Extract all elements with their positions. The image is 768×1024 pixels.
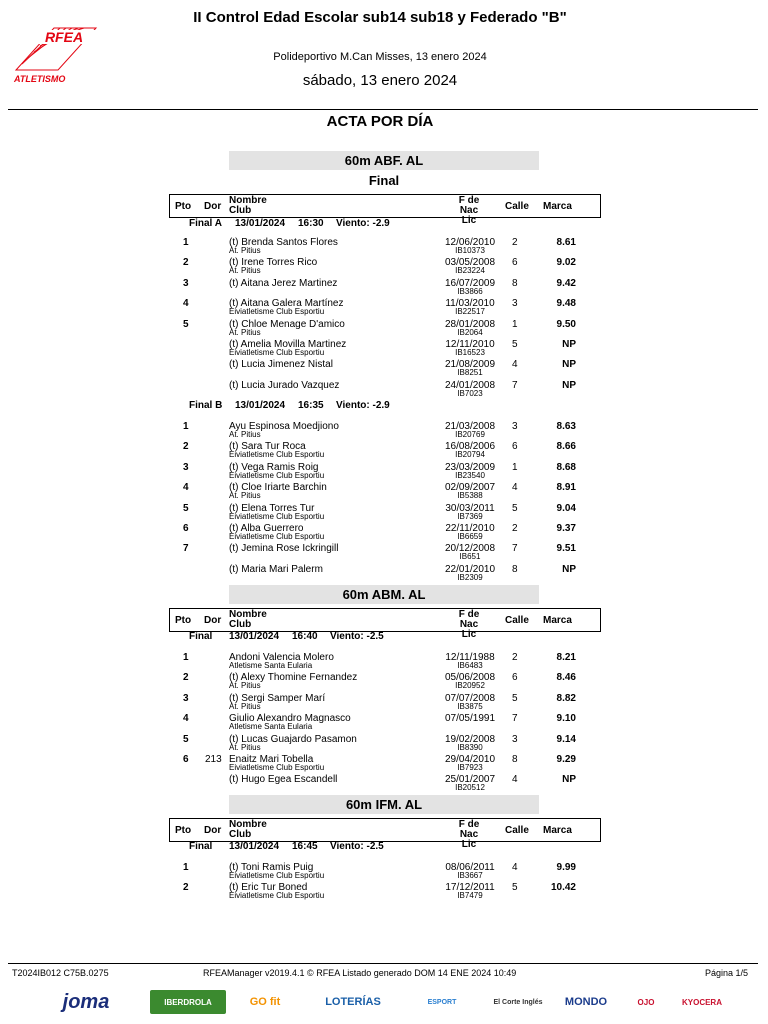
birth-date: 12/11/1988	[445, 652, 495, 663]
lane-number: 5	[512, 692, 518, 704]
event-title: 60m ABM. AL	[229, 585, 539, 604]
result-row	[0, 503, 768, 523]
license-number: IB16523	[455, 348, 485, 357]
result-row	[0, 672, 768, 692]
result-place: 7	[183, 543, 189, 555]
heat-date: 13/01/2024	[235, 400, 286, 411]
birth-date: 07/07/2008	[444, 692, 496, 704]
result-mark: 9.14	[556, 733, 576, 745]
birth-date: 29/04/2010	[444, 754, 496, 765]
athlete-club: Eiviatletisme Club Esportiu	[229, 763, 325, 772]
athlete-club: At. Pitius	[229, 430, 261, 439]
athlete-club: At. Pitius	[229, 681, 261, 691]
lane-number: 4	[512, 482, 518, 494]
header-calle: Calle	[505, 201, 529, 212]
page-footer	[8, 963, 758, 980]
heat-wind: Viento: -2.9	[336, 218, 390, 229]
license-number: IB7923	[457, 763, 483, 772]
header-fnac-lic	[449, 610, 489, 640]
athlete-club: Eiviatletisme Club Esportiu	[229, 871, 325, 880]
athlete-club: Atletisme Santa Eularia	[229, 661, 313, 670]
sponsor-logo: OJO	[637, 997, 655, 1007]
result-row	[0, 693, 768, 713]
result-place: 5	[183, 733, 189, 745]
athlete-name: (t) Hugo Egea Escandell	[229, 774, 338, 786]
header-nombre-club	[229, 820, 267, 840]
license-number: IB3667	[457, 871, 483, 880]
result-place: 6	[183, 523, 189, 534]
athlete-name: (t) Lucia Jurado Vazquez	[229, 379, 340, 391]
result-mark: 8.91	[556, 482, 576, 494]
result-place: 2	[183, 882, 189, 894]
heat-wind: Viento: -2.5	[330, 841, 384, 852]
result-row	[0, 298, 768, 318]
lane-number: 3	[512, 421, 518, 432]
athlete-club: At. Pitius	[229, 266, 261, 276]
header-pto: Pto	[175, 201, 192, 212]
sponsor-logo: ESPORT	[427, 998, 457, 1006]
license-number: IB6483	[457, 661, 483, 670]
result-row	[0, 421, 768, 441]
result-mark: 8.63	[556, 421, 576, 432]
license-number: IB23540	[455, 470, 485, 480]
lane-number: 7	[512, 543, 518, 555]
heat-date: 13/01/2024	[235, 218, 286, 229]
rfea-logo	[8, 22, 104, 86]
header-fnac-lic	[449, 820, 489, 850]
header-club: Club	[229, 829, 252, 840]
result-bib: 213	[205, 754, 222, 765]
lane-number: 4	[512, 774, 518, 786]
athlete-club: At. Pitius	[229, 742, 261, 752]
lane-number: 1	[512, 318, 518, 330]
result-row	[0, 862, 768, 882]
result-row	[0, 339, 768, 359]
athlete-club: At. Pitius	[229, 327, 261, 337]
result-mark: 9.42	[556, 277, 576, 289]
athlete-name: (t) Maria Mari Palerm	[229, 563, 323, 575]
heat-time: 16:45	[292, 841, 318, 852]
result-mark: NP	[562, 774, 576, 786]
acta-heading: ACTA POR DÍA	[326, 113, 434, 130]
license-number: IB20794	[455, 450, 485, 460]
heat-time: 16:40	[292, 631, 318, 642]
birth-date: 25/01/2007	[444, 774, 496, 786]
header-dor: Dor	[204, 201, 222, 212]
sponsor-logo: MONDO	[564, 996, 608, 1008]
heat-label: Final	[189, 631, 213, 642]
lane-number: 4	[512, 359, 518, 371]
logo-subtext: ATLETISMO	[14, 74, 66, 84]
header-nombre: Nombre	[229, 195, 267, 206]
header-nombre: Nombre	[229, 609, 267, 620]
athlete-name: Ayu Espinosa Moedjiono	[229, 421, 339, 432]
athlete-name: (t) Amelia Movilla Martinez	[229, 339, 347, 350]
athlete-club: Eiviatletisme Club Esportiu	[229, 450, 325, 460]
lane-number: 8	[512, 563, 518, 575]
header-club: Club	[229, 619, 252, 630]
birth-date: 21/08/2009	[444, 359, 496, 371]
result-place: 4	[183, 713, 189, 725]
birth-date: 28/01/2008	[444, 318, 496, 330]
athlete-name: (t) Eric Tur Boned	[229, 882, 308, 894]
athlete-club: Eiviatletisme Club Esportiu	[229, 532, 325, 541]
athlete-club: At. Pitius	[229, 246, 261, 255]
result-place: 2	[183, 257, 189, 269]
athlete-name: (t) Lucas Guajardo Pasamon	[229, 733, 357, 745]
result-place: 1	[183, 862, 189, 873]
athlete-name: (t) Sara Tur Roca	[229, 441, 306, 453]
header-club: Club	[229, 205, 252, 216]
header-nombre-club	[229, 196, 267, 216]
heat-time: 16:30	[298, 218, 324, 229]
header-marca: Marca	[543, 615, 572, 626]
athlete-name: (t) Lucia Jimenez Nistal	[229, 359, 333, 371]
license-number: IB8251	[457, 368, 483, 378]
result-mark: 9.99	[556, 862, 576, 873]
event-title: 60m IFM. AL	[229, 795, 539, 814]
result-mark: 10.42	[550, 882, 576, 894]
heat-wind: Viento: -2.5	[330, 631, 384, 642]
athlete-name: (t) Aitana Jerez Martinez	[229, 277, 338, 289]
heat-wind: Viento: -2.9	[336, 400, 390, 411]
lane-number: 3	[512, 733, 518, 745]
heat-date: 13/01/2024	[229, 631, 280, 642]
birth-date: 16/07/2009	[444, 277, 496, 289]
result-row	[0, 441, 768, 461]
license-number: IB7023	[457, 388, 483, 398]
result-row	[0, 482, 768, 502]
heat-date: 13/01/2024	[229, 841, 280, 852]
license-number: IB7479	[457, 891, 483, 901]
result-place: 3	[183, 277, 189, 289]
birth-date: 08/06/2011	[445, 862, 495, 873]
result-mark: 8.61	[556, 237, 576, 248]
sponsor-logo: KYOCERA	[681, 997, 722, 1007]
heat-label: Final A	[189, 218, 222, 229]
footer-left: T2024IB012 C75B.0275	[12, 968, 109, 978]
athlete-club: Eiviatletisme Club Esportiu	[229, 511, 325, 521]
header-lic: Lic	[461, 215, 477, 226]
lane-number: 2	[512, 237, 518, 248]
lane-number: 3	[512, 298, 518, 310]
sponsor-logo: El Corte Inglés	[493, 998, 543, 1006]
result-mark: NP	[562, 359, 576, 371]
lane-number: 4	[512, 862, 518, 873]
result-row	[0, 523, 768, 543]
birth-date: 21/03/2008	[444, 421, 496, 432]
birth-date: 05/06/2008	[444, 672, 496, 684]
birth-date: 12/11/2010	[445, 339, 495, 350]
birth-date: 24/01/2008	[444, 379, 496, 391]
license-number: IB6659	[457, 532, 483, 541]
lane-number: 7	[512, 379, 518, 391]
birth-date: 30/03/2011	[445, 502, 495, 514]
lane-number: 2	[512, 652, 518, 663]
heat-time: 16:35	[298, 400, 324, 411]
result-mark: 9.04	[556, 502, 576, 514]
license-number: IB20952	[455, 681, 485, 691]
round-label: Final	[368, 173, 400, 188]
lane-number: 8	[512, 277, 518, 289]
result-place: 4	[183, 482, 189, 494]
sponsor-logo: joma	[62, 990, 110, 1013]
lane-number: 6	[512, 257, 518, 269]
license-number: IB2309	[457, 572, 483, 582]
result-row	[0, 237, 768, 257]
result-mark: 8.82	[556, 692, 576, 704]
header-marca: Marca	[543, 201, 572, 212]
license-number: IB8390	[457, 742, 483, 752]
result-mark: 9.29	[556, 754, 576, 765]
header-dor: Dor	[204, 825, 222, 836]
sponsor-logo: GO fit	[249, 996, 281, 1008]
result-mark: 9.10	[556, 713, 576, 725]
lane-number: 8	[512, 754, 518, 765]
header-fnac: F de Nac	[458, 819, 480, 840]
page-title: II Control Edad Escolar sub14 sub18 y Federado "B"	[193, 9, 567, 26]
result-mark: 8.68	[556, 461, 576, 473]
result-mark: 8.46	[556, 672, 576, 684]
result-mark: NP	[562, 379, 576, 391]
license-number: IB7369	[457, 511, 483, 521]
license-number: IB5388	[457, 491, 483, 501]
result-mark: 8.21	[556, 652, 576, 663]
result-row	[0, 754, 768, 774]
birth-date: 16/08/2006	[444, 441, 496, 453]
result-mark: NP	[562, 563, 576, 575]
athlete-name: (t) Brenda Santos Flores	[229, 237, 338, 248]
result-row	[0, 380, 768, 400]
result-place: 6	[183, 754, 189, 765]
result-row	[0, 257, 768, 277]
athlete-name: (t) Cloe Iriarte Barchin	[229, 482, 327, 494]
result-row	[0, 319, 768, 339]
header-pto: Pto	[175, 615, 192, 626]
athlete-club: Eiviatletisme Club Esportiu	[229, 307, 325, 317]
result-place: 3	[183, 692, 189, 704]
result-row	[0, 774, 768, 794]
birth-date: 12/06/2010	[444, 237, 496, 248]
result-place: 2	[183, 441, 189, 453]
result-mark: 9.48	[556, 298, 576, 310]
header-divider	[8, 109, 758, 110]
athlete-club: At. Pitius	[229, 491, 261, 501]
result-place: 5	[183, 318, 189, 330]
result-place: 1	[183, 652, 189, 663]
header-fnac-lic	[449, 196, 489, 226]
result-place: 1	[183, 237, 189, 248]
birth-date: 22/01/2010	[444, 563, 496, 575]
header-nombre: Nombre	[229, 819, 267, 830]
result-row	[0, 359, 768, 379]
athlete-club: Eiviatletisme Club Esportiu	[229, 470, 325, 480]
header-pto: Pto	[175, 825, 192, 836]
athlete-club: Eiviatletisme Club Esportiu	[229, 891, 325, 901]
athlete-name: (t) Alexy Thomine Fernandez	[229, 672, 358, 684]
license-number: IB651	[459, 552, 481, 562]
result-place: 2	[183, 672, 189, 684]
athlete-club: At. Pitius	[229, 701, 261, 711]
sponsor-logo: IBERDROLA	[150, 990, 226, 1014]
result-mark: 9.02	[556, 257, 576, 269]
header-calle: Calle	[505, 615, 529, 626]
athlete-name: (t) Sergi Samper Marí	[229, 692, 326, 704]
result-mark: 9.51	[556, 543, 576, 555]
license-number: IB3875	[457, 701, 483, 711]
lane-number: 5	[512, 339, 518, 350]
logo-text: RFEA	[44, 29, 84, 45]
athlete-name: (t) Jemina Rose Ickringill	[229, 543, 339, 555]
sponsor-logo: LOTERÍAS	[325, 996, 381, 1008]
result-place: 5	[183, 502, 189, 514]
birth-date: 23/03/2009	[444, 461, 496, 473]
header-marca: Marca	[543, 825, 572, 836]
athlete-name: Giulio Alexandro Magnasco	[229, 713, 351, 725]
athlete-club: Atletisme Santa Eularia	[229, 722, 313, 732]
result-mark: 8.66	[556, 441, 576, 453]
header-dor: Dor	[204, 615, 222, 626]
lane-number: 6	[512, 441, 518, 453]
result-place: 3	[183, 461, 189, 473]
lane-number: 7	[512, 713, 518, 725]
venue-text: Polideportivo M.Can Misses, 13 enero 2024	[273, 51, 487, 63]
result-row	[0, 734, 768, 754]
athlete-name: (t) Elena Torres Tur	[229, 502, 315, 514]
athlete-name: Enaitz Mari Tobella	[229, 754, 314, 765]
footer-center: RFEAManager v2019.4.1 © RFEA Listado generado DOM 14 ENE 2024 10:49	[203, 968, 517, 978]
license-number: IB2064	[457, 327, 483, 337]
birth-date: 22/11/2010	[445, 523, 495, 534]
result-row	[0, 882, 768, 902]
header-nombre-club	[229, 610, 267, 630]
athlete-club: Eiviatletisme Club Esportiu	[229, 348, 325, 357]
result-mark: 9.50	[556, 318, 576, 330]
lane-number: 6	[512, 672, 518, 684]
header-fnac: F de Nac	[458, 609, 480, 630]
license-number: IB23224	[455, 266, 485, 276]
birth-date: 19/02/2008	[444, 733, 496, 745]
license-number: IB20512	[455, 783, 485, 793]
athlete-name: (t) Aitana Galera Martínez	[229, 298, 344, 310]
lane-number: 1	[512, 461, 518, 473]
birth-date: 03/05/2008	[444, 257, 496, 269]
birth-date: 02/09/2007	[444, 482, 496, 494]
athlete-name: Andoni Valencia Molero	[229, 652, 334, 663]
lane-number: 2	[512, 523, 518, 534]
birth-date: 07/05/1991	[444, 713, 496, 725]
lane-number: 5	[512, 882, 518, 894]
result-place: 4	[183, 298, 189, 310]
result-place: 1	[183, 421, 189, 432]
result-mark: 9.37	[556, 523, 576, 534]
result-row	[0, 564, 768, 584]
heat-label: Final B	[189, 400, 223, 411]
athlete-name: (t) Toni Ramis Puig	[229, 862, 314, 873]
license-number: IB22517	[455, 307, 485, 317]
birth-date: 17/12/2011	[445, 882, 495, 894]
header-calle: Calle	[505, 825, 529, 836]
lane-number: 5	[512, 502, 518, 514]
footer-page: Página 1/5	[704, 968, 748, 978]
header-fnac: F de Nac	[458, 195, 480, 216]
heat-label: Final	[189, 841, 213, 852]
result-row	[0, 652, 768, 672]
result-row	[0, 543, 768, 563]
header-lic: Lic	[461, 629, 477, 640]
athlete-name: (t) Irene Torres Rico	[229, 257, 318, 269]
athlete-name: (t) Chloe Menage D'amico	[229, 318, 345, 330]
license-number: IB3866	[457, 286, 483, 296]
result-row	[0, 278, 768, 298]
result-mark: NP	[562, 339, 576, 350]
result-row	[0, 713, 768, 733]
athlete-name: (t) Vega Ramis Roig	[229, 461, 319, 473]
athlete-name: (t) Alba Guerrero	[229, 523, 304, 534]
event-title: 60m ABF. AL	[229, 151, 539, 170]
header-lic: Lic	[461, 839, 477, 850]
license-number: IB10373	[455, 246, 485, 255]
birth-date: 11/03/2010	[445, 298, 495, 310]
birth-date: 20/12/2008	[444, 543, 496, 555]
license-number: IB20769	[455, 430, 485, 439]
result-row	[0, 462, 768, 482]
date-text: sábado, 13 enero 2024	[302, 72, 458, 89]
